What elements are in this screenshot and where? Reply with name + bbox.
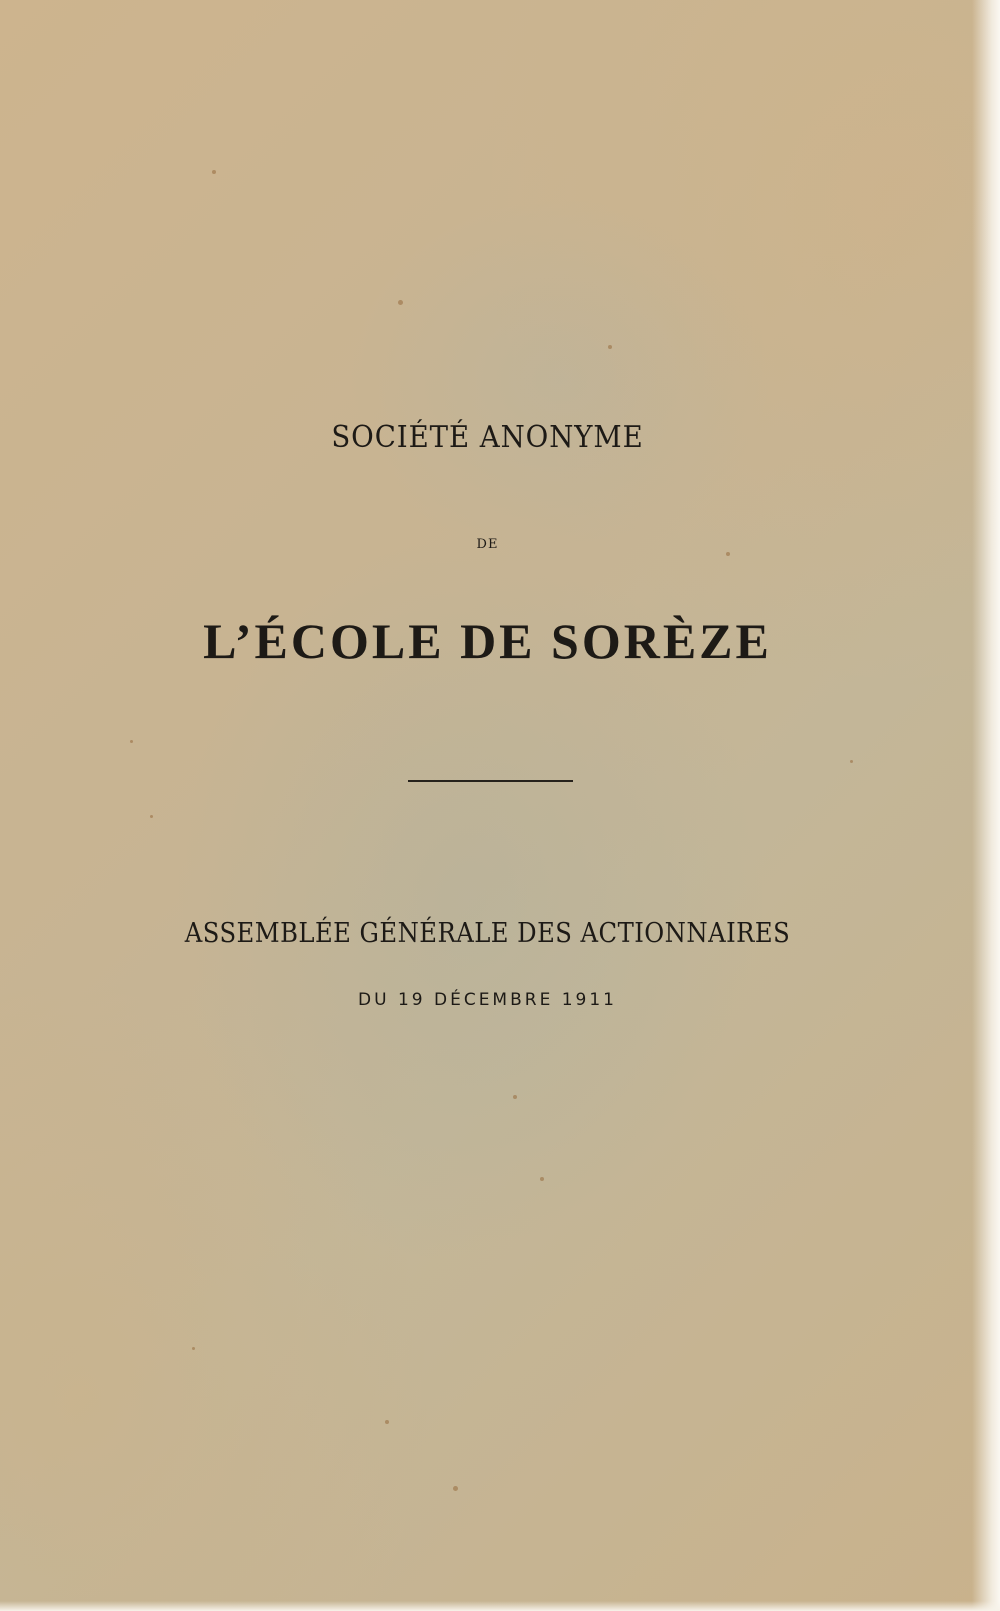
paper-speck	[212, 170, 216, 174]
paper-speck	[513, 1095, 517, 1099]
paper-speck	[726, 552, 730, 556]
paper-speck	[385, 1420, 389, 1424]
meeting-date: DU 19 DÉCEMBRE 1911	[358, 990, 617, 1010]
paper-speck	[130, 740, 133, 743]
page-title: L’ÉCOLE DE SORÈZE	[203, 613, 772, 669]
paper-speck	[850, 760, 853, 763]
preposition: DE	[476, 537, 499, 552]
paper-speck	[608, 345, 612, 349]
paper-speck	[192, 1347, 195, 1350]
paper-speck	[540, 1177, 544, 1181]
meeting-title: ASSEMBLÉE GÉNÉRALE DES ACTIONNAIRES	[184, 918, 791, 949]
divider-rule	[408, 780, 573, 782]
paper-edge-right	[972, 0, 1000, 1611]
paper-speck	[150, 815, 153, 818]
paper-edge-bottom	[0, 1601, 1000, 1611]
paper-speck	[453, 1486, 458, 1491]
paper-speck	[398, 300, 403, 305]
company-type: SOCIÉTÉ ANONYME	[331, 420, 644, 455]
